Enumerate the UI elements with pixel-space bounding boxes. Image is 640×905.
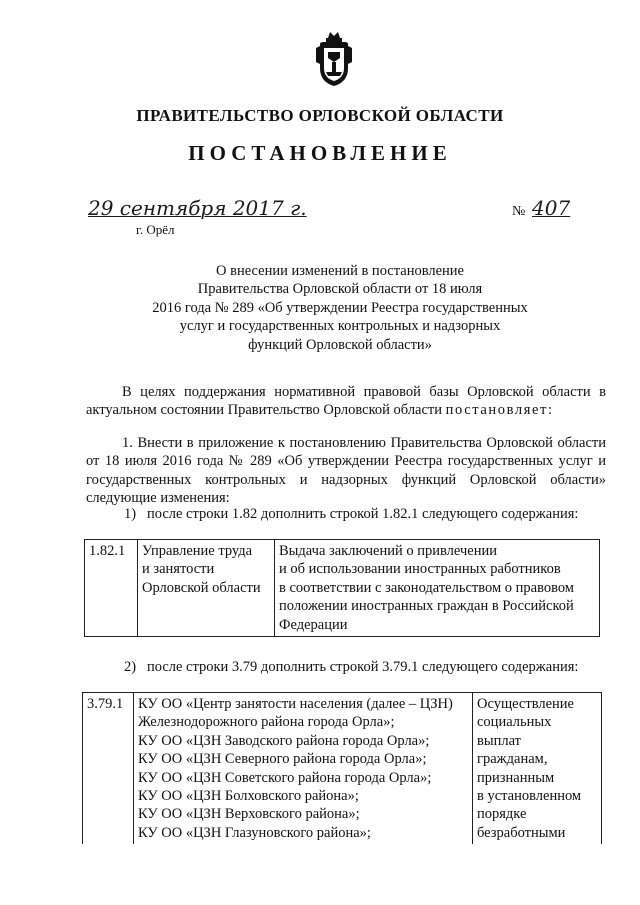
service-line: выплат [477, 732, 521, 749]
row-number-cell: 1.82.1 [85, 540, 138, 637]
subitem-1: 1) после строки 1.82 дополнить строкой 1.82.1 следующего содержания: [124, 506, 579, 522]
service-line: Выдача заключений о привлечении [279, 543, 497, 559]
subject-line: услуг и государственных контрольных и надзорных [179, 318, 501, 335]
intro-paragraph [86, 383, 606, 420]
government-title: ПРАВИТЕЛЬСТВО ОРЛОВСКОЙ ОБЛАСТИ [136, 106, 504, 125]
service-line: социальных [477, 714, 552, 731]
document-date: 29 сентября 2017 г. [88, 196, 307, 220]
agency-line: и занятости [142, 561, 215, 578]
document-number: 407 [532, 196, 571, 220]
row-number-cell: 3.79.1 [83, 693, 134, 845]
service-line: в соответствии с законодательством о правовом [279, 579, 574, 596]
table-row [83, 693, 602, 845]
document-type: ПОСТАНОВЛЕНИЕ [188, 141, 452, 165]
service-line: порядке [477, 806, 527, 823]
service-line: положении иностранных граждан в Российской [279, 598, 574, 615]
table-row [85, 540, 600, 637]
service-cell [473, 693, 602, 845]
agency-line: КУ ОО «Центр занятости населения (далее – ЦЗН) [138, 696, 453, 712]
agency-line: КУ ОО «ЦЗН Советского района города Орла»; [138, 769, 432, 786]
subject-line: функций Орловской области» [248, 336, 432, 353]
subject-line: 2016 года № 289 «Об утверждении Реестра государственных [152, 299, 528, 316]
coat-of-arms-emblem [314, 28, 354, 88]
document-subject [120, 262, 560, 354]
service-line: гражданам, [477, 751, 548, 768]
service-line: признанным [477, 769, 555, 786]
document-number-label: № [512, 204, 526, 219]
agency-line: КУ ОО «ЦЗН Северного района города Орла»; [138, 751, 427, 768]
agency-line: КУ ОО «ЦЗН Верховского района»; [138, 806, 360, 823]
subject-line: О внесении изменений в постановление [216, 263, 464, 279]
service-line: в установленном [477, 788, 582, 805]
item-1-paragraph: 1. Внести в приложение к постановлению Правительства Орловской области от 18 июля 2016 года № 289 «Об утверждении Реестра государственных услуг и государственных контрольных и надзорных функций Орловской области» следующие изменения: [86, 435, 606, 507]
service-line: и об использовании иностранных работников [279, 561, 561, 578]
decree-word: постановляет: [445, 402, 554, 419]
service-line: Федерации [279, 616, 348, 633]
service-line: Осуществление [477, 696, 574, 712]
service-line: безработными [477, 824, 566, 841]
agency-line: Управление труда [142, 543, 253, 559]
agency-cell [138, 540, 275, 637]
service-cell [275, 540, 600, 637]
agency-line: КУ ОО «ЦЗН Глазуновского района»; [138, 824, 371, 841]
subject-line: Правительства Орловской области от 18 июля [197, 281, 483, 298]
subitem-2: 2) после строки 3.79 дополнить строкой 3.79.1 следующего содержания: [124, 659, 579, 675]
table-row-3-79-1 [82, 692, 602, 844]
document-city: г. Орёл [136, 222, 175, 237]
agency-line: КУ ОО «ЦЗН Болховского района»; [138, 788, 359, 805]
agency-line: Орловской области [142, 579, 261, 596]
agency-line: КУ ОО «ЦЗН Заводского района города Орла»; [138, 732, 430, 749]
agency-line: Железнодорожного района города Орла»; [138, 714, 395, 731]
intro-text: В целях поддержания нормативной правовой базы Орловской области в актуальном состоянии Правительство Орловской области [86, 384, 606, 419]
table-row-1-82-1 [84, 539, 600, 637]
agencies-cell [134, 693, 473, 845]
